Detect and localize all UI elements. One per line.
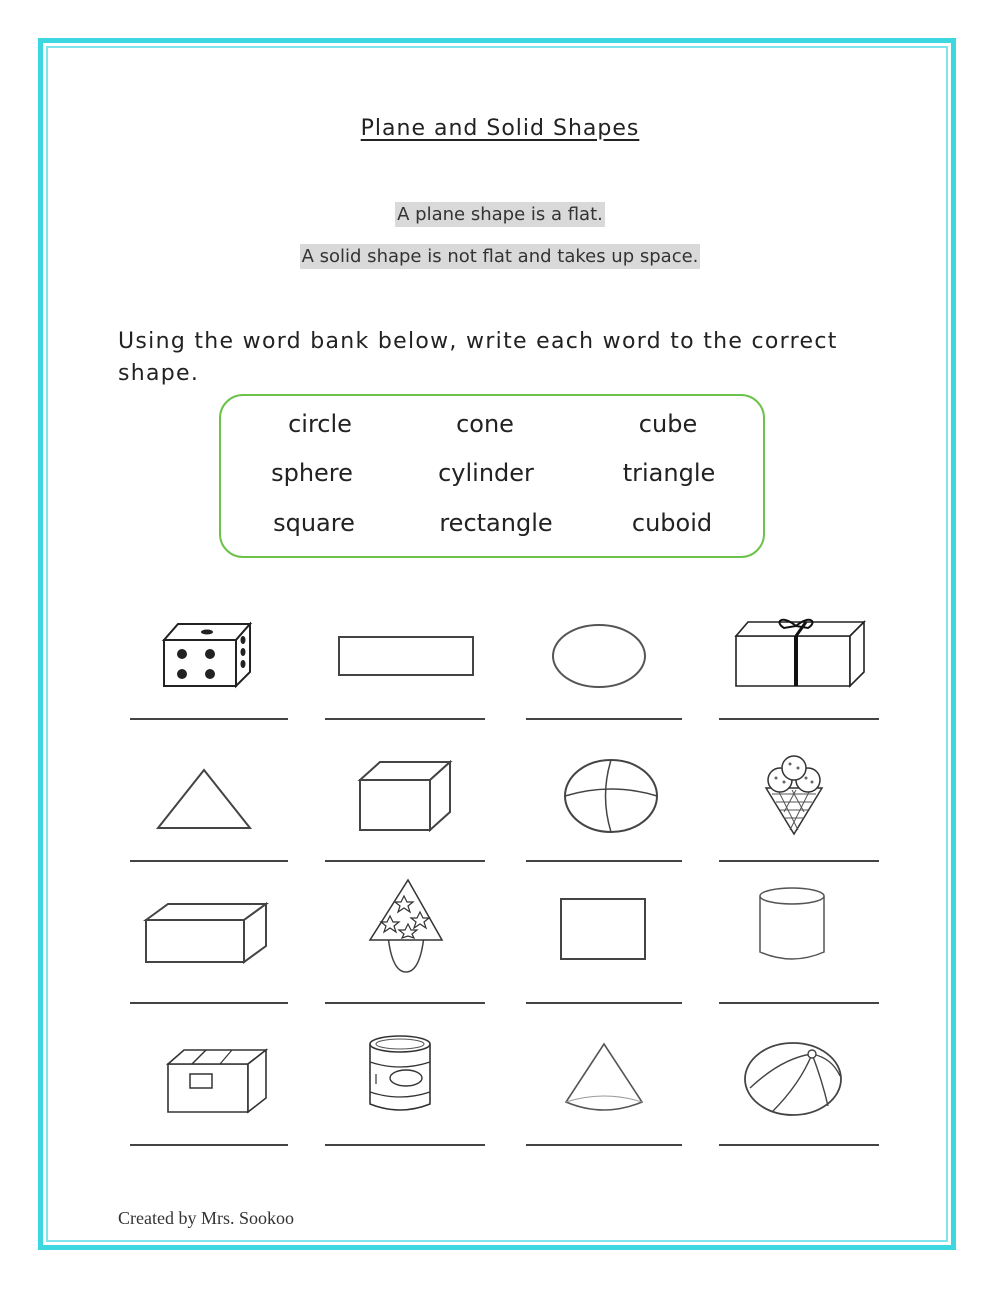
ice-cream-cone-image bbox=[758, 754, 830, 836]
answer-line-9[interactable] bbox=[130, 1002, 288, 1004]
can-image bbox=[364, 1032, 436, 1116]
answer-line-4[interactable] bbox=[719, 718, 879, 720]
answer-line-1[interactable] bbox=[130, 718, 288, 720]
cone-image bbox=[562, 1040, 646, 1116]
square-image bbox=[556, 894, 650, 964]
word-square: square bbox=[273, 509, 355, 537]
answer-line-14[interactable] bbox=[325, 1144, 485, 1146]
footer-credit: Created by Mrs. Sookoo bbox=[118, 1208, 294, 1228]
answer-line-5[interactable] bbox=[130, 860, 288, 862]
triangle-image bbox=[154, 766, 254, 832]
definition-plane: A plane shape is a flat. bbox=[397, 204, 603, 225]
oval-image bbox=[548, 622, 650, 690]
answer-line-10[interactable] bbox=[325, 1002, 485, 1004]
answer-line-2[interactable] bbox=[325, 718, 485, 720]
beach-ball-image bbox=[742, 1040, 844, 1118]
definition-solid: A solid shape is not flat and takes up space. bbox=[301, 246, 699, 267]
sphere-image bbox=[560, 756, 662, 836]
answer-line-16[interactable] bbox=[719, 1144, 879, 1146]
gift-box-image bbox=[730, 612, 872, 690]
word-bank bbox=[219, 394, 765, 558]
cuboid-image bbox=[142, 900, 270, 966]
answer-line-7[interactable] bbox=[526, 860, 682, 862]
answer-line-15[interactable] bbox=[526, 1144, 682, 1146]
answer-line-11[interactable] bbox=[526, 1002, 682, 1004]
word-cuboid: cuboid bbox=[631, 509, 713, 537]
answer-line-13[interactable] bbox=[130, 1144, 288, 1146]
word-cube: cube bbox=[638, 410, 698, 438]
word-circle: circle bbox=[288, 410, 352, 438]
dice-image bbox=[158, 618, 258, 690]
answer-line-12[interactable] bbox=[719, 1002, 879, 1004]
cube-image bbox=[356, 758, 454, 834]
word-cylinder: cylinder bbox=[438, 459, 534, 487]
answer-line-8[interactable] bbox=[719, 860, 879, 862]
cylinder-image bbox=[754, 884, 830, 966]
word-cone: cone bbox=[456, 410, 514, 438]
word-triangle: triangle bbox=[622, 459, 716, 487]
rectangle-image bbox=[335, 634, 477, 678]
answer-line-6[interactable] bbox=[325, 860, 485, 862]
word-sphere: sphere bbox=[271, 459, 353, 487]
instruction-text: Using the word bank below, write each word to the correct shape. bbox=[118, 329, 838, 386]
party-hat-image bbox=[364, 876, 448, 976]
word-rectangle: rectangle bbox=[439, 509, 553, 537]
worksheet-title: Plane and Solid Shapes bbox=[360, 116, 640, 141]
box-image bbox=[162, 1044, 274, 1116]
answer-line-3[interactable] bbox=[526, 718, 682, 720]
